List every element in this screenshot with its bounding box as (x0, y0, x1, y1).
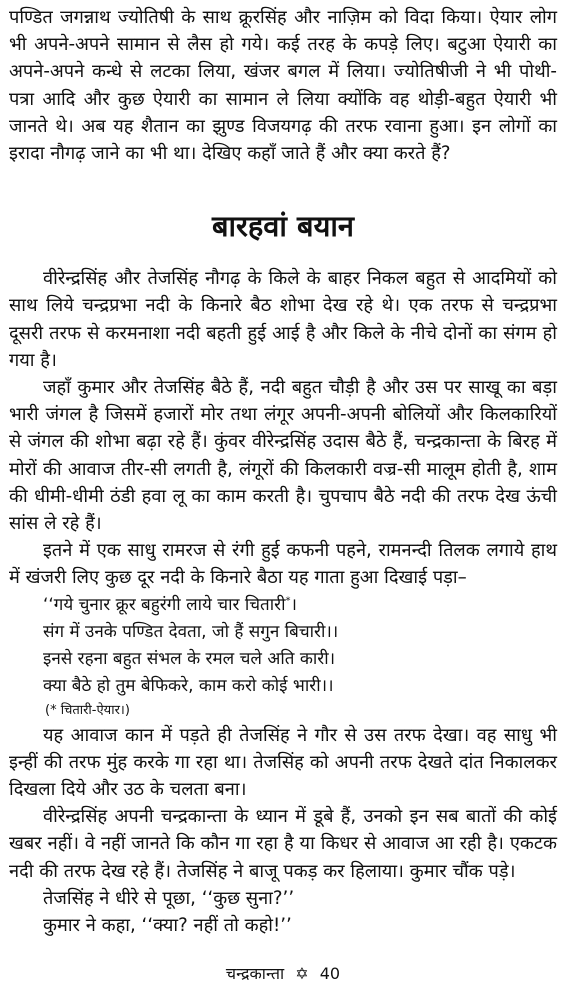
verse-line-end: । (290, 594, 297, 615)
dialogue-line: कुमार ने कहा, ‘‘क्या? नहीं तो कहो!’’ (43, 915, 292, 937)
footnote-marker: * (285, 595, 291, 606)
footnote: (* चितारी-ऐयार।) (45, 702, 130, 718)
verse-line: संग में उनके पण्डित देवता, जो हैं सगुन बिचारी।। (43, 621, 339, 642)
paragraph: वीरेन्द्रसिंह अपनी चन्द्रकान्ता के ध्यान में डूबे हैं, उनको इन सब बातों की कोई खबर नहीं। वे नहीं जानते कि कौन गा रहा है या किधर से आवाज आ रही है। एकटक नदी की तरफ देख रहे हैं। तेजसिंह ने बाजू पकड़ कर हिलाया। कुमार चौंक पड़े। (9, 806, 557, 882)
paragraph: इतने में एक साधु रामरज से रंगी हुई कफनी पहने, रामनन्दी तिलक लगाये हाथ में खंजरी लिए कुछ दूर नदी के किनारे बैठा यह गाता हुआ दिखाई पड़ा– (9, 540, 557, 589)
song-verse (43, 592, 557, 700)
footer-book-title: चन्द्रकान्ता (225, 964, 285, 983)
paragraph: जहाँ कुमार और तेजसिंह बैठे हैं, नदी बहुत चौड़ी है और उस पर साखू का बड़ा भारी जंगल है जिसमें हजारों मोर तथा लंगूर अपनी-अपनी बोलियों और किलकारियों से जंगल की शोभा बढ़ा रहे हैं। कुंवर वीरेन्द्रसिंह उदास बैठे हैं, चन्द्रकान्ता के बिरह में मोरों की आवाज तीर-सी लगती है, लंगूरों की किलकारी वज्र-सी मालूम होती है, शाम की धीमी-धीमी ठंडी हवा लू का काम करती है। चुपचाप बैठे नदी की तरफ देख ऊंची सांस ले रहे हैं। (9, 377, 557, 535)
verse-line: क्या बैठे हो तुम बेफिकरे, काम करो कोई भारी।। (43, 675, 334, 696)
verse-line: इनसे रहना बहुत संभल के रमल चले अति कारी। (43, 648, 336, 669)
book-page (9, 4, 557, 939)
star-ornament-icon: ✡ (295, 964, 309, 983)
verse-line (43, 592, 557, 619)
paragraph: यह आवाज कान में पड़ते ही तेजसिंह ने गौर से उस तरफ देखा। वह साधु भी इन्हीं की तरफ मुंह करके गा रहा था। तेजसिंह को अपनी तरफ देखते दांत निकालकर दिखला दिये और उठ के चलता बना। (9, 724, 557, 801)
verse-line-text: ‘‘गये चुनार क्रूर बहुरंगी लाये चार चितारी (43, 594, 286, 615)
paragraph: वीरेन्द्रसिंह और तेजसिंह नौगढ़ के किले के बाहर निकल बहुत से आदमियों को साथ लिये चन्द्रप्रभा नदी के किनारे बैठ शोभा देख रहे थे। एक तरफ से चन्द्रप्रभा दूसरी तरफ से करमनाशा नदी बहती हुई आई है और किले के नीचे दोनों का संगम हो गया है। (9, 268, 557, 371)
chapter-title: बारहवां बयान (211, 209, 355, 244)
page-footer (0, 962, 566, 986)
top-paragraph: पण्डित जगन्नाथ ज्योतिषी के साथ क्रूरसिंह और नाज़िम को विदा किया। ऐयार लोग भी अपने-अपने सामान से लैस हो गये। कई तरह के कपड़े लिए। बटुआ ऐयारी का अपने-अपने कन्धे से लटका लिया, खंजर बगल में लिया। ज्योतिषीजी ने भी पोथी-पत्रा आदि और कुछ ऐयारी का सामान ले लिया क्योंकि वह थोड़ी-बहुत ऐयारी भी जानते थे। अब यह शैतान का झुण्ड विजयगढ़ की तरफ रवाना हुआ। इन लोगों का इरादा नौगढ़ जाने का भी था। देखिए कहाँ जाते हैं और क्या करते हैं? (9, 7, 557, 165)
page-number: 40 (319, 964, 341, 983)
dialogue-line: तेजसिंह ने धीरे से पूछा, ‘‘कुछ सुना?’’ (43, 887, 295, 909)
